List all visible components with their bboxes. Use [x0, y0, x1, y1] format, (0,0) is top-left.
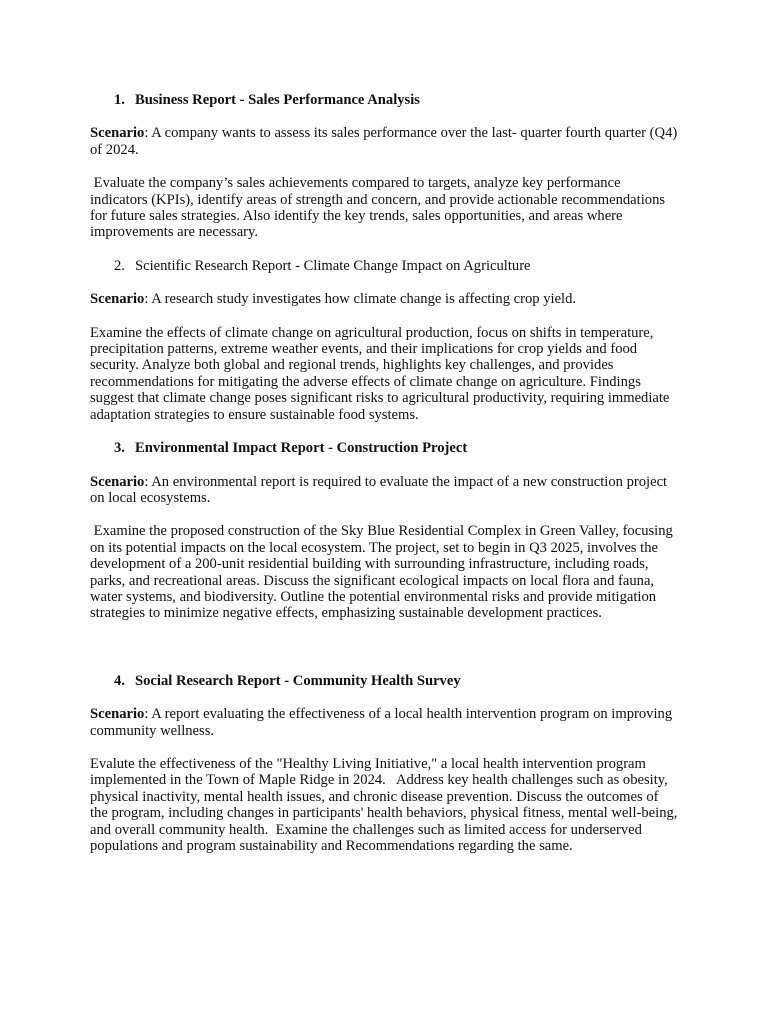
section-2-scenario-label: Scenario — [90, 291, 145, 308]
section-4-scenario-text: : A report evaluating the effectiveness of a local health intervention program on improving community wellness. — [90, 706, 673, 739]
section-1-scenario-label: Scenario — [90, 125, 145, 142]
section-3-heading — [90, 440, 678, 456]
section-1-body: Evaluate the company’s sales achievements compared to targets, analyze key performance indicators (KPIs), identify areas of strength and concern, and provide actionable recommendations for future sales strategies. Also identify the key trends, sales opportunities, and areas where improvements are necessary. — [90, 175, 669, 241]
section-4-heading — [90, 673, 678, 689]
section-3-scenario — [90, 474, 678, 507]
blank-space — [90, 639, 678, 673]
section-2-heading — [90, 258, 678, 274]
section-1-title: Business Report - Sales Performance Analysis — [135, 92, 420, 108]
section-1-scenario-text: : A company wants to assess its sales performance over the last- quarter fourth quarter (Q4) of 2024. — [90, 125, 678, 158]
document-page — [90, 92, 682, 871]
section-2-scenario-text: : A research study investigates how climate change is affecting crop yield. — [144, 291, 577, 308]
section-3-number: 3. — [114, 440, 125, 457]
section-2-body: Examine the effects of climate change on agricultural production, focus on shifts in temperature, precipitation patterns, extreme weather events, and their implications for crop yields and food security. Analyze both global and regional trends, highlights key challenges, and provides recommendations for mitigating the adverse effects of climate change on agriculture. Findings suggest that climate change poses significant risks to agricultural productivity, requiring immediate adaptation strategies to ensure sustainable food systems. — [90, 324, 670, 423]
section-2-title: Scientific Research Report - Climate Change Impact on Agriculture — [135, 257, 531, 274]
section-1-heading — [90, 92, 678, 108]
section-4-number: 4. — [114, 672, 125, 689]
section-2-number: 2. — [114, 257, 125, 274]
section-3-title: Environmental Impact Report - Construction Project — [135, 440, 468, 457]
section-4-scenario — [90, 706, 678, 739]
section-3-scenario-label: Scenario — [90, 473, 145, 490]
section-4-title: Social Research Report - Community Health Survey — [135, 672, 461, 689]
section-3-scenario-text: : An environmental report is required to evaluate the impact of a new construction project on local ecosystems. — [90, 473, 668, 506]
section-1-number: 1. — [114, 92, 125, 108]
section-3-body: Examine the proposed construction of the Sky Blue Residential Complex in Green Valley, focusing on its potential impacts on the local ecosystem. The project, set to begin in Q3 2025, involves the development of a 200-unit residential building with surrounding infrastructure, including roads, parks, and recreational areas. Discuss the significant ecological impacts on local flora and fauna, water systems, and biodiversity. Outline the potential environmental risks and provide mitigation strategies to minimize negative effects, emphasizing sustainable development practices. — [90, 523, 677, 622]
section-4-body: Evalute the effectiveness of the "Healthy Living Initiative," a local health intervention program implemented in the Town of Maple Ridge in 2024. Address key health challenges such as obesity, physical inactivity, mental health issues, and chronic disease prevention. Discuss the outcomes of the program, including changes in participants' health behaviors, physical fitness, mental well-being, and overall community health. Examine the challenges such as limited access for underserved populations and program sustainability and Recommendations regarding the same. — [90, 755, 682, 854]
section-4-scenario-label: Scenario — [90, 706, 145, 723]
section-2-scenario — [90, 291, 678, 307]
section-1-scenario — [90, 125, 678, 158]
